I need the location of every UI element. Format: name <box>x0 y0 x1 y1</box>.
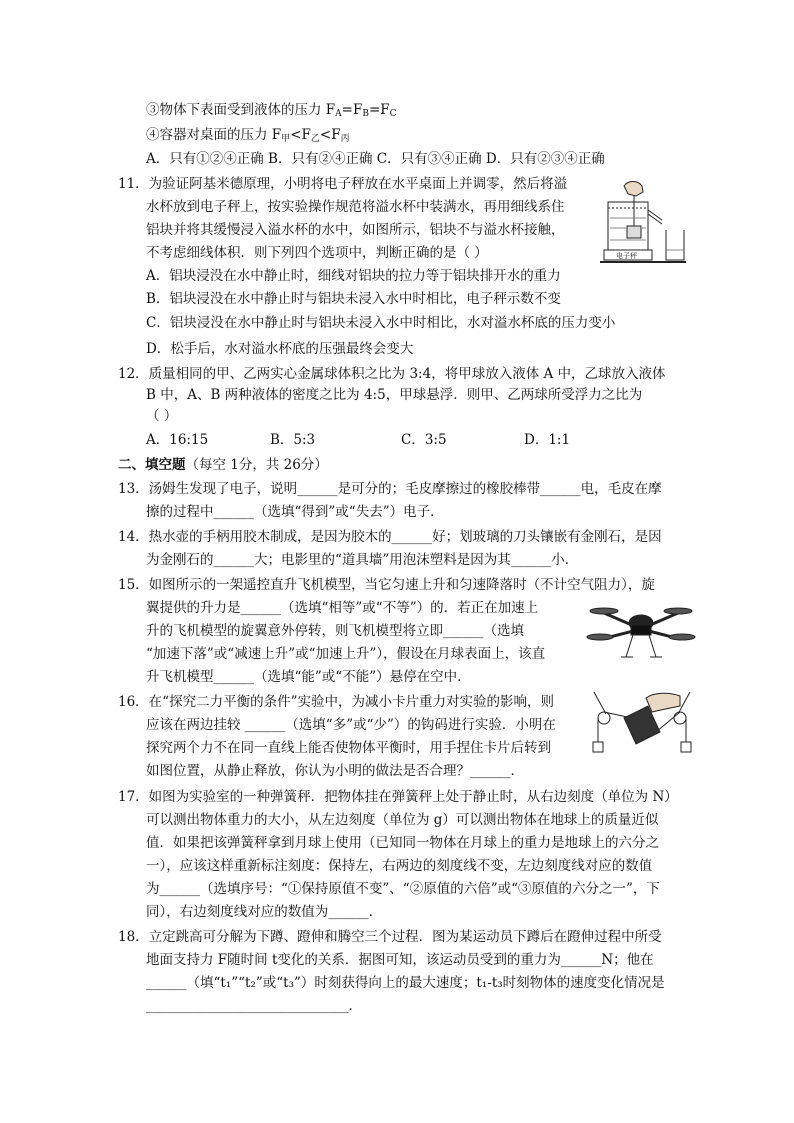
q11-option-d: D．松手后，水对溢水杯底的压强最终会变大 <box>146 341 414 357</box>
q11-option-a: A．铝块浸没在水中静止时，细线对铝块的拉力等于铝块排开水的重力 <box>146 268 561 284</box>
q15-line-2: 翼提供的升力是______（选填“相等”或“不等”）的．若正在加速上 <box>146 600 539 616</box>
q17-line-3: 值．如果把该弹簧秤拿到月球上使用（已知同一物体在月球上的重力是地球上的六分之 <box>146 835 659 851</box>
statement-4: ④容器对桌面的压力 $F_甲<F_乙<F_丙$ <box>146 127 350 144</box>
q17-line-5: 为______（选填序号：“①保持原值不变”、“②原值的六倍”或“③原值的六分之一”，下 <box>146 881 660 897</box>
q18-line-3: ______（填“t₁”“t₂”或“t₃”）时刻获得向上的最大速度；t₁-t₃时刻物体的速度变化情况是 <box>146 975 665 991</box>
q12-option-c: C．3:5 <box>401 432 447 448</box>
drone-figure <box>586 595 696 673</box>
q15-line-5: 升飞机模型______（选填“能”或“不能”）悬停在空中． <box>146 669 471 685</box>
q12-line-1: 12．质量相同的甲、乙两实心金属球体积之比为 3:4，将甲球放入液体 A 中，乙球放入液体 <box>118 366 666 382</box>
q17-line-1: 17．如图为实验室的一种弹簧秤．把物体挂在弹簧秤上处于静止时，从右边刻度（单位为 N） <box>118 789 678 805</box>
q17-line-2: 可以测出物体重力的大小，从左边刻度（单位为 g）可以测出物体在地球上的质量近似 <box>146 812 659 828</box>
q16-line-4: 如图位置，从静止释放，你认为小明的做法是否合理？______． <box>146 763 524 779</box>
q11-option-b: B．铝块浸没在水中静止时与铝块未浸入水中时相比，电子秤示数不变 <box>146 291 561 307</box>
q10-options: A．只有①②④正确 B．只有②④正确 C．只有③④正确 D．只有②③④正确 <box>146 151 605 167</box>
q12-option-d: D．1:1 <box>524 432 571 448</box>
card-balance-figure <box>590 688 694 768</box>
q13-line-2: 擦的过程中______（选填“得到”或“失去”）电子． <box>146 504 444 520</box>
q13-line-1: 13．汤姆生发现了电子，说明______是可分的；毛皮摩擦过的橡胶棒带______电，毛皮在摩 <box>118 481 662 497</box>
q12-line-2: B 中，A、B 两种液体的密度之比为 4:5，甲球悬浮．则甲、乙两球所受浮力之比为 <box>146 387 643 403</box>
q14-line-2: 为金刚石的______大；电影里的“道具墙”用泡沫塑料是因为其______小． <box>146 552 579 568</box>
q12-option-a: A．16:15 <box>146 432 209 448</box>
q15-line-4: “加速下落”或“减速上升”或“加速上升”），假设在月球表面上，该直 <box>146 646 546 662</box>
q17-line-4: 一），应该这样重新标注刻度：保持左，右两边的刻度线不变，左边刻度线对应的数值 <box>146 858 653 874</box>
q12-line-3: （ ） <box>146 408 178 424</box>
q15-line-3: 升的飞机模型的旋翼意外停转，则飞机模型将立即______（选填 <box>146 623 524 639</box>
q11-line-2: 水杯放到电子秤上，按实验操作规范将溢水杯中装满水，再用细线系住 <box>146 199 565 215</box>
overflow-cup-figure <box>598 178 688 276</box>
section-2-heading: 二、填空题（每空 1分，共 26分） <box>118 457 328 473</box>
q11-line-4: 不考虑细线体积．则下列四个选项中，判断正确的是（ ） <box>146 245 488 261</box>
q11-line-3: 铝块并将其缓慢浸入溢水杯的水中，如图所示，铝块不与溢水杯接触， <box>146 222 565 238</box>
q17-line-6: 同），右边刻度线对应的数值为______． <box>146 904 383 920</box>
scale-label: 电子秤 <box>616 252 637 260</box>
q16-line-1: 16．在“探究二力平衡的条件”实验中，为减小卡片重力对实验的影响，则 <box>118 694 554 710</box>
q15-line-1: 15．如图所示的一架遥控直升飞机模型，当它匀速上升和匀速降落时（不计空气阻力），旋 <box>118 577 655 593</box>
q11-option-c: C．铝块浸没在水中静止时与铝块未浸入水中时相比，水对溢水杯底的压力变小 <box>146 315 616 331</box>
q16-line-2: 应该在两边挂较 ______（选填“多”或“少”）的钩码进行实验．小明在 <box>146 717 556 733</box>
q14-line-1: 14．热水壶的手柄用胶木制成，是因为胶木的______好；划玻璃的刀头镶嵌有金刚石，是因 <box>118 529 662 545</box>
statement-3: ③物体下表面受到液体的压力 $F_A=F_B=F_C$ <box>146 102 397 119</box>
q18-line-1: 18．立定跳高可分解为下蹲、蹬伸和腾空三个过程．图为某运动员下蹲后在蹬伸过程中所受 <box>118 929 662 945</box>
q11-line-1: 11．为验证阿基米德原理，小明将电子秤放在水平桌面上并调零，然后将溢 <box>118 176 568 192</box>
q18-line-4: ______________________________． <box>146 998 362 1014</box>
q12-option-b: B．5:3 <box>270 432 316 448</box>
q18-line-2: 地面支持力 F随时间 t变化的关系．据图可知，该运动员受到的重力为______N；他在 <box>146 952 654 968</box>
q16-line-3: 探究两个力不在同一直线上能否使物体平衡时，用手捏住卡片后转到 <box>146 740 551 756</box>
